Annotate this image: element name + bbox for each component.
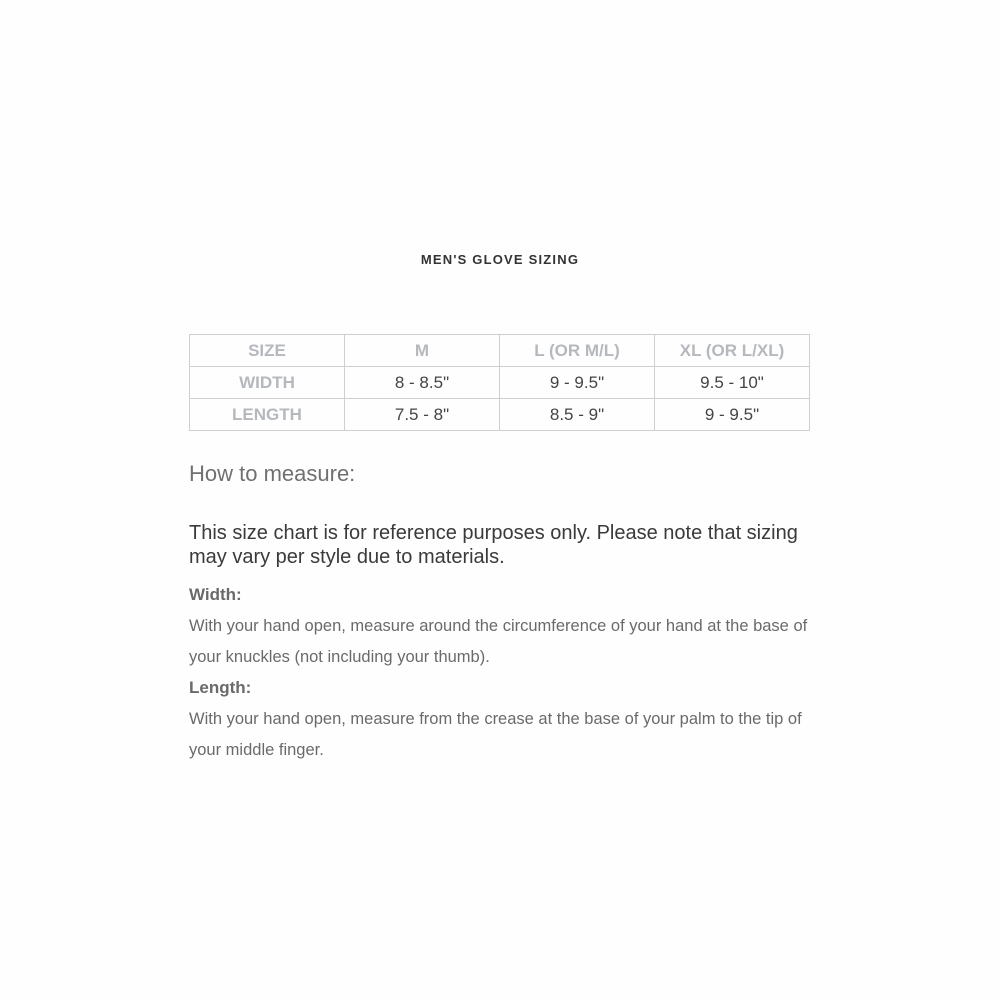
row-label-length: LENGTH (190, 399, 345, 431)
size-l-header: L (OR M/L) (500, 335, 655, 367)
page-title: MEN'S GLOVE SIZING (420, 252, 580, 267)
table-row-size (190, 335, 810, 367)
width-label: Width: (189, 585, 242, 604)
table-row-width (190, 367, 810, 399)
size-chart-disclaimer: This size chart is for reference purposes only. Please note that sizing may vary per style due to materials. (189, 522, 798, 568)
row-label-width: WIDTH (190, 367, 345, 399)
size-m-header: M (345, 335, 500, 367)
length-m-cell: 7.5 - 8" (345, 399, 500, 431)
width-description: With your hand open, measure around the circumference of your hand at the base of your knuckles (not including your thumb). (189, 617, 808, 666)
how-to-measure-heading: How to measure: (189, 461, 356, 486)
length-l-cell: 8.5 - 9" (500, 399, 655, 431)
width-l-cell: 9 - 9.5" (500, 367, 655, 399)
row-label-size: SIZE (190, 335, 345, 367)
width-m-cell: 8 - 8.5" (345, 367, 500, 399)
length-description: With your hand open, measure from the crease at the base of your palm to the tip of your middle finger. (189, 710, 802, 759)
length-xl-cell: 9 - 9.5" (655, 399, 810, 431)
size-chart-table (189, 334, 810, 431)
table-row-length (190, 399, 810, 431)
length-label: Length: (189, 678, 252, 697)
width-xl-cell: 9.5 - 10" (655, 367, 810, 399)
size-xl-header: XL (OR L/XL) (655, 335, 810, 367)
